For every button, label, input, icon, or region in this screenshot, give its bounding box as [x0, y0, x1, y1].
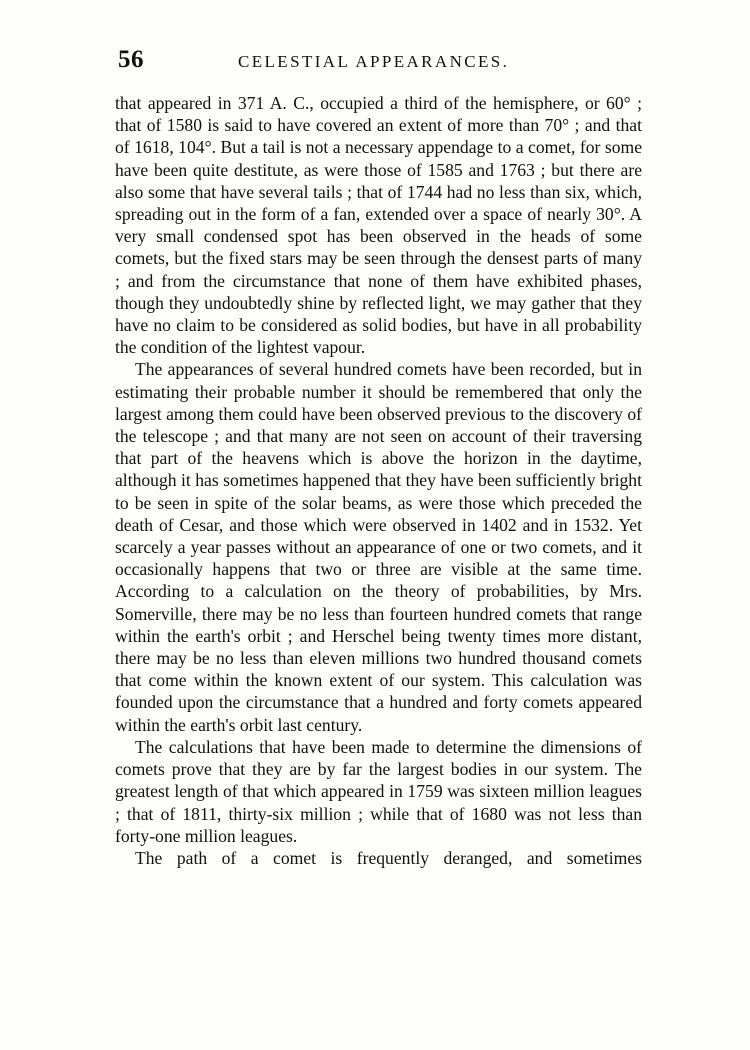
paragraph-comet-records: The appearances of several hundred comets have been recorded, but in estimating their probable number it should be remembered that only the largest among them could have been observed previous to the discovery of the telescope ; and that many are not seen on account of their traversing that part of the heavens which is above the horizon in the daytime, although it has sometimes happened that they have been sufficiently bright to be seen in spite of the solar beams, as were those which preceded the death of Cesar, and those which were observed in 1402 and in 1532. Yet scarcely a year passes without an appearance of one or two comets, and it occasionally happens that two or three are visible at the same time. According to a calculation on the theory of probabilities, by Mrs. Somerville, there may be no less than fourteen hundred comets that range within the earth's orbit ; and Herschel being twenty times more distant, there may be no less than eleven millions two hundred thousand comets that come within the known extent of our system. This calculation was founded upon the circumstance that a hundred and forty comets appeared within the earth's orbit last century.	[115, 359, 642, 735]
paragraph-continued: that appeared in 371 A. C., occupied a third of the hemisphere, or 60° ; that of 1580 is said to have covered an extent of more than 70° ; and that of 1618, 104°. But a tail is not a necessary appendage to a comet, for some have been quite destitute, as were those of 1585 and 1763 ; but there are also some that have several tails ; that of 1744 had no less than six, which, spreading out in the form of a fan, extended over a space of nearly 30°. A very small condensed spot has been observed in the heads of some comets, but the fixed stars may be seen through the densest parts of many ; and from the circumstance that none of them have exhibited phases, though they undoubtedly shine by reflected light, we may gather that they have no claim to be considered as solid bodies, but have in all probability the condition of the lightest vapour.	[115, 93, 642, 358]
page-header	[118, 46, 648, 80]
body-text	[115, 92, 642, 869]
page-number: 56	[118, 46, 144, 73]
paragraph-comet-dimensions: The calculations that have been made to determine the dimensions of comets prove that they are by far the largest bodies in our system. The greatest length of that which appeared in 1759 was sixteen million leagues ; that of 1811, thirty-six million ; while that of 1680 was not less than forty-one million leagues.	[115, 736, 642, 846]
running-head: CELESTIAL APPEARANCES.	[238, 52, 510, 71]
paragraph-comet-path: The path of a comet is frequently deranged, and sometimes	[135, 847, 642, 868]
